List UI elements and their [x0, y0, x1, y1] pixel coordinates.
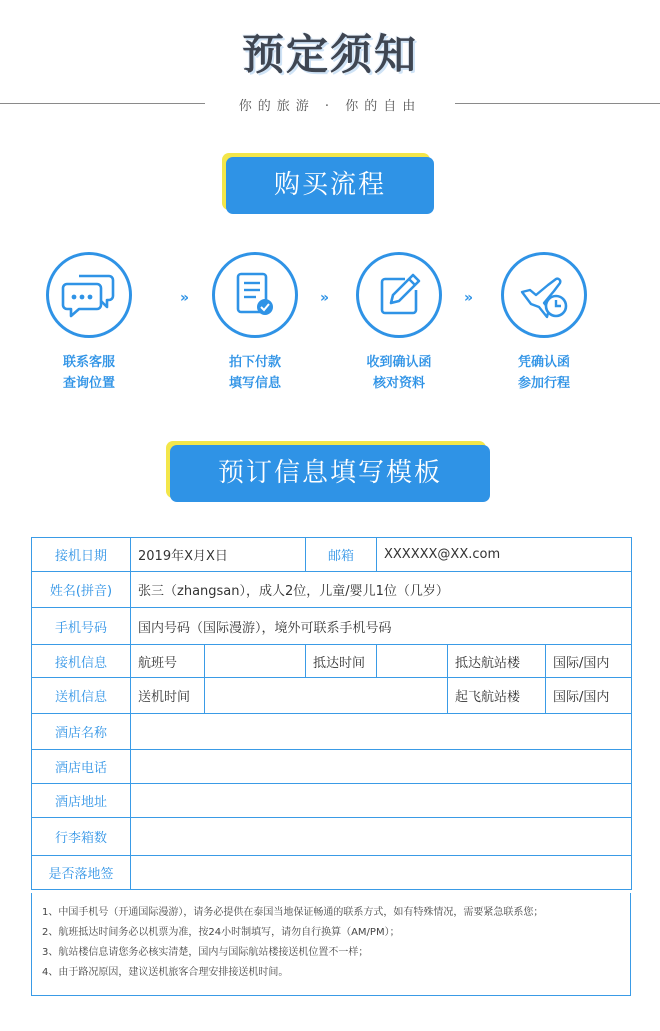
- hotel-address-value[interactable]: [131, 784, 632, 818]
- flight-number-label: 航班号: [131, 645, 205, 678]
- flight-number-value[interactable]: [205, 645, 306, 678]
- step-contact-service: [24, 252, 154, 394]
- arrival-time-value[interactable]: [377, 645, 448, 678]
- table-row: [32, 572, 632, 608]
- hotel-phone-value[interactable]: [131, 750, 632, 784]
- table-row: [32, 784, 632, 818]
- table-row: [32, 856, 632, 890]
- process-arrow: »: [464, 290, 474, 306]
- step-label-line1: 收到确认函: [366, 355, 432, 370]
- chat-icon: [61, 270, 117, 320]
- hotel-address-label: 酒店地址: [32, 784, 131, 818]
- phone-value[interactable]: 国内号码（国际漫游），境外可联系手机号码: [131, 608, 632, 645]
- step-label-line1: 联系客服: [62, 355, 115, 370]
- step-label-line2: 参加行程: [517, 376, 570, 391]
- step-label-line2: 填写信息: [228, 376, 281, 391]
- pickup-info-label: 接机信息: [32, 645, 131, 678]
- pickup-date-value[interactable]: 2019年X月X日: [131, 538, 306, 572]
- step-circle: [212, 252, 298, 338]
- name-label: 姓名(拼音): [32, 572, 131, 608]
- hotel-name-value[interactable]: [131, 714, 632, 750]
- booking-template-heading: 预订信息填写模板: [170, 445, 490, 502]
- dropoff-time-value[interactable]: [205, 678, 448, 714]
- step-confirmation-letter: [334, 252, 464, 394]
- email-value[interactable]: XXXXXX@XX.com: [377, 538, 632, 572]
- booking-notes: [31, 893, 631, 996]
- step-pay-fill-info: [190, 252, 320, 394]
- arrival-terminal-value[interactable]: 国际/国内: [546, 645, 632, 678]
- table-row: [32, 608, 632, 645]
- departure-terminal-value[interactable]: 国际/国内: [546, 678, 632, 714]
- name-value[interactable]: 张三（zhangsan），成人2位，儿童/婴儿1位（几岁）: [131, 572, 632, 608]
- step-label-line2: 查询位置: [62, 376, 115, 391]
- dropoff-info-label: 送机信息: [32, 678, 131, 714]
- phone-label: 手机号码: [32, 608, 131, 645]
- arrival-time-label: 抵达时间: [306, 645, 377, 678]
- visa-on-arrival-value[interactable]: [131, 856, 632, 890]
- step-circle: [46, 252, 132, 338]
- edit-icon: [375, 271, 423, 319]
- process-arrow: »: [180, 290, 190, 306]
- arrival-terminal-label: 抵达航站楼: [448, 645, 546, 678]
- step-label: [479, 352, 609, 394]
- process-arrow: »: [320, 290, 330, 306]
- step-label-line1: 凭确认函: [517, 355, 570, 370]
- note-item: 3、航站楼信息请您务必核实清楚，国内与国际航站楼接送机位置不一样；: [42, 947, 369, 958]
- step-join-trip: [479, 252, 609, 394]
- pickup-date-label: 接机日期: [32, 538, 131, 572]
- hotel-phone-label: 酒店电话: [32, 750, 131, 784]
- step-label-line1: 拍下付款: [228, 355, 281, 370]
- table-row: [32, 750, 632, 784]
- purchase-process-heading: 购买流程: [226, 157, 434, 214]
- table-row: [32, 818, 632, 856]
- table-row: [32, 538, 632, 572]
- divider-line-right: [455, 103, 660, 104]
- subtitle: 你的旅游 · 你的自由: [238, 99, 422, 114]
- note-item: 1、中国手机号（开通国际漫游），请务必提供在泰国当地保证畅通的联系方式，如有特殊情况，需要紧急联系您；: [42, 907, 544, 918]
- luggage-value[interactable]: [131, 818, 632, 856]
- visa-on-arrival-label: 是否落地签: [32, 856, 131, 890]
- step-circle: [501, 252, 587, 338]
- step-label: [190, 352, 320, 394]
- note-item: 2、航班抵达时间务必以机票为准，按24小时制填写，请勿自行换算（AM/PM）；: [42, 927, 400, 938]
- table-row: [32, 714, 632, 750]
- table-row: [32, 678, 632, 714]
- step-label: [24, 352, 154, 394]
- table-row: [32, 645, 632, 678]
- booking-form-table: [31, 537, 632, 890]
- document-check-icon: [232, 270, 278, 320]
- step-label-line2: 核对资料: [372, 376, 425, 391]
- step-label: [334, 352, 464, 394]
- hotel-name-label: 酒店名称: [32, 714, 131, 750]
- subtitle-divider: [0, 97, 660, 114]
- departure-terminal-label: 起飞航站楼: [448, 678, 546, 714]
- dropoff-time-label: 送机时间: [131, 678, 205, 714]
- email-label: 邮箱: [306, 538, 377, 572]
- plane-clock-icon: [518, 270, 570, 320]
- page-title: 预定须知: [241, 30, 418, 79]
- note-item: 4、由于路况原因，建议送机旅客合理安排接送机时间。: [42, 967, 289, 978]
- luggage-label: 行李箱数: [32, 818, 131, 856]
- step-circle: [356, 252, 442, 338]
